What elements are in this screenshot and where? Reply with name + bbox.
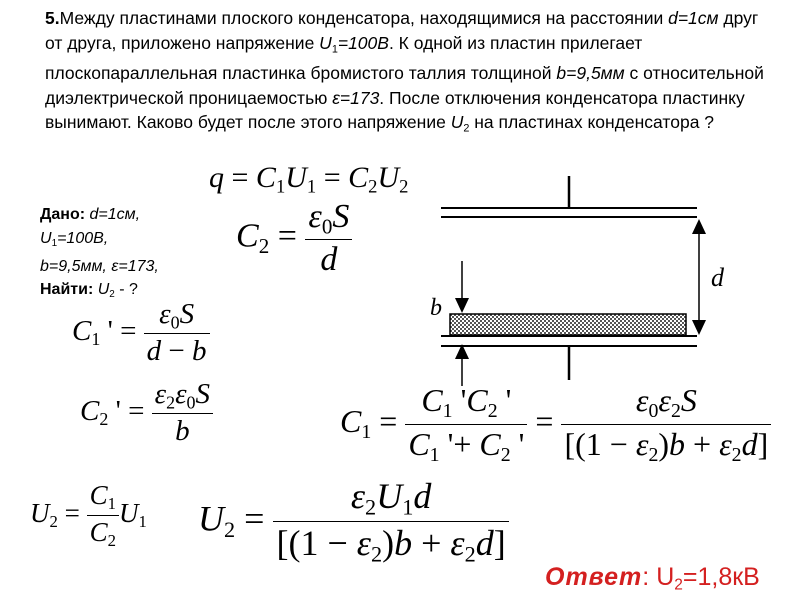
given-d: d=1см, [85,206,141,223]
problem-text-4: с относительной диэлектрической проницаемостью [45,63,764,108]
given-label: Дано: [40,206,86,223]
find-subscript: 2 [109,289,115,301]
formula-c2-vacuum: $C_2$ = $\frac{\varepsilon_0S}{d}$ [236,200,352,277]
formula-c1-series: $C_1$ = $\frac{C_1 'C_2 '}{C_1 '+ C_2 '}$ = $\frac{\varepsilon_0\varepsilon_2S}{[(1 - \varepsilon_2)b + \varepsilon_2d]}$ [340,384,771,466]
problem-u1-value: =100В [337,32,389,53]
formula-u2-ratio: $U_2$ = $\frac{C_1}{C_2}$ $U_1$ [30,480,147,550]
formula-c2-prime: $C_2$ ' = $\frac{\varepsilon_2\varepsilon_0S}{b}$ [80,380,213,446]
problem-d-value: d=1см [668,8,719,28]
fraction: $\frac{\varepsilon_0S}{d - b}$ [144,300,210,366]
problem-text-1: Между пластинами плоского конденсатора, находящимися на расстоянии [59,8,669,28]
d-arrow-up [692,219,706,234]
answer-subscript: 2 [674,576,683,594]
b-arrow-down [455,298,469,313]
given-b-eps: b=9,5мм, ε=173, [40,257,159,275]
fraction: $\frac{C_1}{C_2}$ [87,482,119,550]
label-b: b [430,295,442,321]
label-d: d [711,263,724,292]
fraction: $\frac{\varepsilon_0\varepsilon_2S}{[(1 - \varepsilon_2)b + \varepsilon_2d]}$ [561,384,771,466]
problem-text-3: . К одной из пластин прилегает плоскопараллельная пластинка бромистого таллия толщиной [45,32,643,84]
problem-u1-subscript: 1 [331,42,338,55]
given-u-value: =100В, [57,229,109,247]
problem-b-value: b=9,5мм [556,63,625,84]
fraction: $\frac{\varepsilon_2U_1d}{[(1 - \varepsilon_2)b + \varepsilon_2d]}$ [273,478,508,566]
given-u-symbol: U [40,229,52,247]
formula-u2-final: $U_2$ = $\frac{\varepsilon_2U_1d}{[(1 - \varepsilon_2)b + \varepsilon_2d]}$ [198,478,509,566]
fraction: $\frac{\varepsilon_2\varepsilon_0S}{b}$ [152,380,213,446]
answer-label: Ответ [545,563,643,591]
find-tail: - ? [114,281,138,299]
problem-u2-symbol: U [450,112,464,133]
fraction: $\frac{C_1 'C_2 '}{C_1 '+ C_2 '}$ [405,384,527,466]
problem-number: 5. [45,8,60,28]
problem-u2-subscript: 2 [463,122,470,135]
find-symbol: U [93,281,110,299]
problem-text-6: на пластинах конденсатора ? [469,112,715,133]
formula-c1-prime: $C_1$ ' = $\frac{\varepsilon_0S}{d - b}$ [72,300,210,366]
answer [545,563,760,595]
d-arrow-down [692,320,706,335]
formula-charge: $q = C_1U_1 = C_2U_2$ [209,161,409,198]
dielectric-slab [450,314,686,335]
problem-eps-value: ε=173 [332,87,380,108]
problem-text-5: . После отключения конденсатора пластинку вынимают. Каково будет после этого напряжение [45,87,745,133]
given-u-subscript: 1 [51,237,58,249]
problem-u1-symbol: U [319,32,332,53]
find-label: Найти: [40,281,94,299]
answer-colon: : [642,563,657,591]
problem-text-2: друг от друга, приложено напряжение [45,8,759,53]
answer-value: =1,8кВ [682,563,760,591]
fraction: $\frac{\varepsilon_0S}{d}$ [305,200,352,277]
answer-symbol: U [656,563,675,591]
